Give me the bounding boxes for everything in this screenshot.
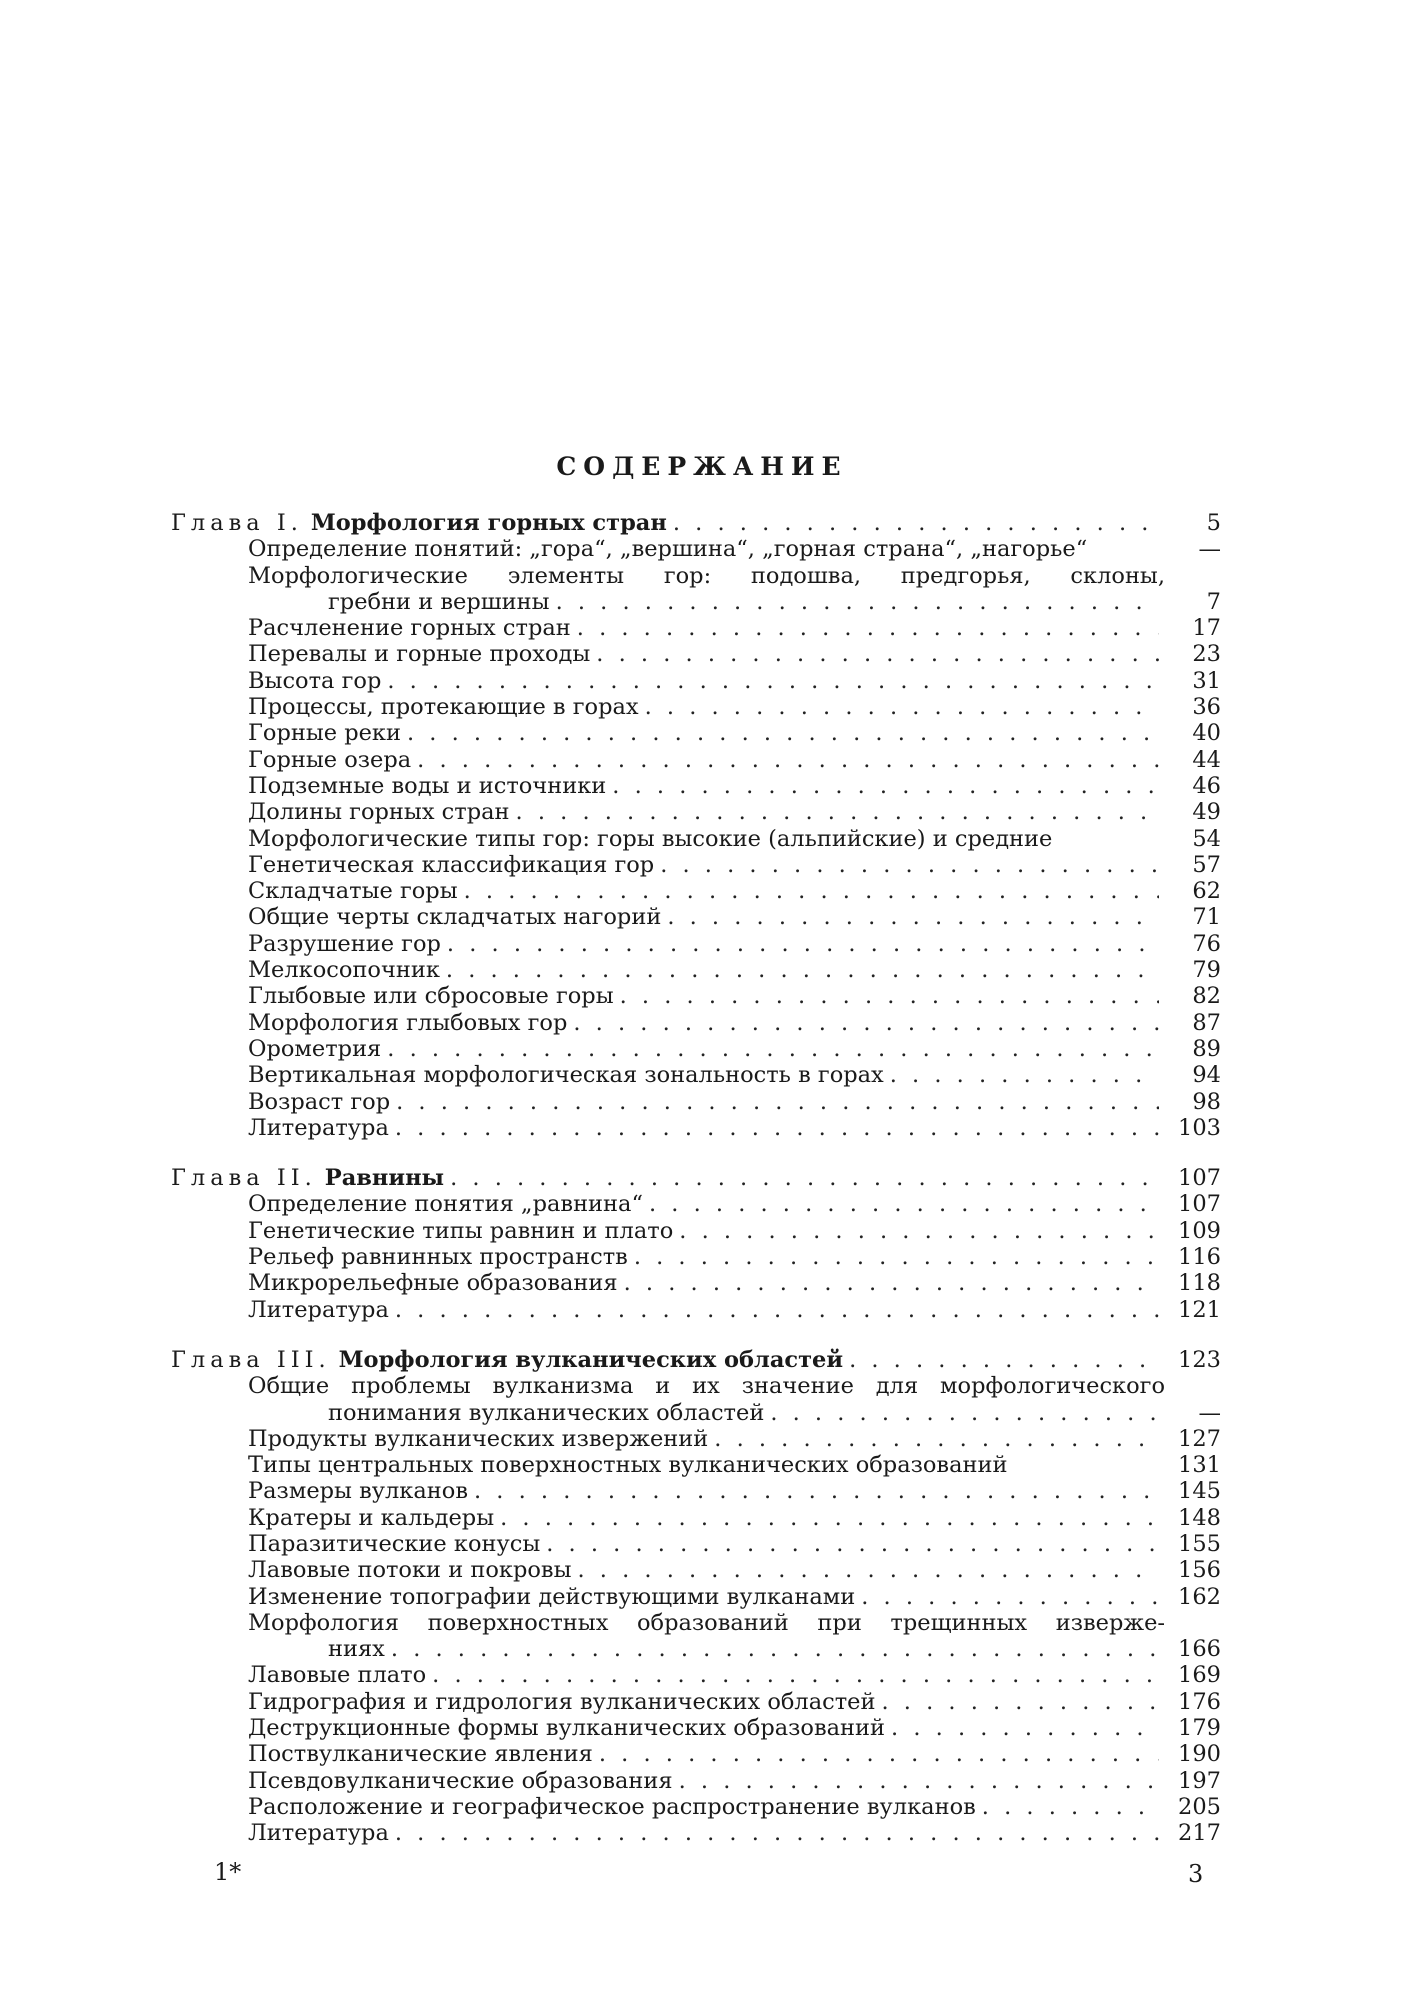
entry-title: Морфология глыбовых гор bbox=[248, 1009, 568, 1036]
toc-entry[interactable] bbox=[171, 1610, 1221, 1636]
toc-entry[interactable] bbox=[171, 1768, 1221, 1794]
toc-entry[interactable] bbox=[171, 1794, 1221, 1820]
toc-entry[interactable] bbox=[171, 747, 1221, 773]
chapter-name: Равнины bbox=[324, 1165, 445, 1192]
entry-title: Типы центральных поверхностных вулканических образований bbox=[248, 1452, 1008, 1479]
entry-title: Изменение топографии действующими вулканами bbox=[248, 1583, 856, 1610]
entry-title: Поствулканические явления bbox=[248, 1741, 593, 1768]
toc-entry[interactable] bbox=[171, 1400, 1221, 1426]
entry-title: Высота гор bbox=[248, 667, 382, 694]
entry-title: Мелкосопочник bbox=[248, 957, 440, 984]
toc-entry[interactable] bbox=[171, 983, 1221, 1009]
entry-title: Продукты вулканических извержений bbox=[248, 1425, 709, 1452]
chapter-label: Глава II. bbox=[171, 1165, 317, 1192]
toc-entry[interactable] bbox=[171, 1584, 1221, 1610]
entry-title: Горные реки bbox=[248, 720, 401, 747]
toc-entry[interactable] bbox=[171, 1373, 1221, 1399]
toc-entry[interactable] bbox=[171, 1218, 1221, 1244]
toc-entry[interactable] bbox=[171, 1741, 1221, 1767]
chapter-name: Морфология горных стран bbox=[310, 510, 667, 536]
page-number: 87 bbox=[1192, 1009, 1221, 1036]
chapter-heading[interactable] bbox=[171, 510, 1221, 536]
page-number: 131 bbox=[1178, 1452, 1221, 1479]
toc-entry[interactable] bbox=[171, 1191, 1221, 1217]
page-number-footer: 3 bbox=[1188, 1860, 1204, 1888]
page-number: 82 bbox=[1192, 983, 1221, 1010]
page-number: 217 bbox=[1178, 1820, 1221, 1847]
toc-entry[interactable] bbox=[171, 720, 1221, 746]
page-number: — bbox=[1198, 536, 1221, 563]
page-number: 89 bbox=[1192, 1035, 1221, 1062]
entry-title: Рельеф равнинных пространств bbox=[248, 1244, 628, 1271]
page-number: 17 bbox=[1192, 615, 1221, 642]
entry-title: Орометрия bbox=[248, 1035, 382, 1062]
entry-title: Размеры вулканов bbox=[248, 1478, 468, 1505]
page-number: 109 bbox=[1178, 1217, 1221, 1244]
page-number: 103 bbox=[1178, 1114, 1221, 1141]
toc-entry[interactable] bbox=[171, 852, 1221, 878]
toc-entry[interactable] bbox=[171, 799, 1221, 825]
toc-entry[interactable] bbox=[171, 1531, 1221, 1557]
page-number: 40 bbox=[1192, 720, 1221, 747]
toc-entry[interactable] bbox=[171, 694, 1221, 720]
toc-entry[interactable] bbox=[171, 1089, 1221, 1115]
page-number: 127 bbox=[1178, 1425, 1221, 1452]
toc-entry[interactable] bbox=[171, 1715, 1221, 1741]
toc-entry[interactable] bbox=[171, 1452, 1221, 1478]
spacer bbox=[171, 1141, 1221, 1165]
page-number: 155 bbox=[1178, 1530, 1221, 1557]
entry-title: Кратеры и кальдеры bbox=[248, 1504, 495, 1531]
toc-entry[interactable] bbox=[171, 1036, 1221, 1062]
toc-entry[interactable] bbox=[171, 1115, 1221, 1141]
page-number: 44 bbox=[1192, 746, 1221, 773]
page-number: 76 bbox=[1192, 930, 1221, 957]
toc-entry[interactable] bbox=[171, 1820, 1221, 1846]
entry-title: Литература bbox=[248, 1114, 389, 1141]
page-number: 145 bbox=[1178, 1478, 1221, 1505]
page-number: 54 bbox=[1192, 825, 1221, 852]
toc-entry[interactable] bbox=[171, 878, 1221, 904]
toc-entry[interactable] bbox=[171, 536, 1221, 562]
page-number: 94 bbox=[1192, 1062, 1221, 1089]
entry-title: Подземные воды и источники bbox=[248, 772, 607, 799]
entry-title: Паразитические конусы bbox=[248, 1530, 541, 1557]
page-number: 31 bbox=[1192, 667, 1221, 694]
page-number: 166 bbox=[1178, 1636, 1221, 1663]
page-number: 156 bbox=[1178, 1557, 1221, 1584]
page-number: 7 bbox=[1206, 588, 1221, 615]
page-number: 116 bbox=[1178, 1244, 1221, 1271]
toc-entry[interactable] bbox=[171, 641, 1221, 667]
entry-title: Возраст гор bbox=[248, 1088, 391, 1115]
toc-entry[interactable] bbox=[171, 1010, 1221, 1036]
chapter-name: Морфология вулканических областей bbox=[338, 1346, 844, 1373]
toc-entry[interactable] bbox=[171, 615, 1221, 641]
entry-title: Морфологические типы гор: горы высокие (альпийские) и средние bbox=[248, 825, 1053, 852]
entry-title: Морфологические элементы гор: подошва, предгорья, склоны, bbox=[248, 562, 1165, 589]
toc-entry[interactable] bbox=[171, 668, 1221, 694]
toc-entry[interactable] bbox=[171, 1270, 1221, 1296]
entry-title: Литература bbox=[248, 1296, 389, 1323]
page-number: — bbox=[1198, 1399, 1221, 1426]
signature-mark: 1* bbox=[214, 1858, 242, 1886]
toc-entry[interactable] bbox=[171, 1244, 1221, 1270]
page-number: 23 bbox=[1192, 641, 1221, 668]
page-number: 107 bbox=[1178, 1191, 1221, 1218]
entry-title: ниях bbox=[328, 1636, 385, 1663]
toc-entry[interactable] bbox=[171, 589, 1221, 615]
entry-title: Генетические типы равнин и плато bbox=[248, 1217, 674, 1244]
entry-title: Литература bbox=[248, 1820, 389, 1847]
toc-entry[interactable] bbox=[171, 1662, 1221, 1688]
page-number: 148 bbox=[1178, 1504, 1221, 1531]
entry-title: Перевалы и горные проходы bbox=[248, 641, 591, 668]
entry-title: Складчатые горы bbox=[248, 878, 458, 905]
page-number: 79 bbox=[1192, 957, 1221, 984]
toc-entry[interactable] bbox=[171, 1426, 1221, 1452]
page-number: 46 bbox=[1192, 772, 1221, 799]
page-number: 121 bbox=[1178, 1296, 1221, 1323]
chapter-label: Глава III. bbox=[171, 1346, 331, 1373]
toc-entry[interactable] bbox=[171, 826, 1221, 852]
toc-entry[interactable] bbox=[171, 773, 1221, 799]
toc-entry[interactable] bbox=[171, 931, 1221, 957]
entry-title: Расположение и географическое распространение вулканов bbox=[248, 1793, 976, 1820]
entry-title: Деструкционные формы вулканических образований bbox=[248, 1715, 886, 1742]
entry-title: Вертикальная морфологическая зональность в горах bbox=[248, 1062, 884, 1089]
page-number: 179 bbox=[1178, 1715, 1221, 1742]
page-number: 107 bbox=[1178, 1165, 1221, 1192]
entry-title: Определение понятий: „гора“, „вершина“, „горная страна“, „нагорье“ bbox=[248, 536, 1088, 563]
entry-title: Определение понятия „равнина“ bbox=[248, 1191, 643, 1218]
spacer bbox=[171, 1323, 1221, 1347]
entry-title: гребни и вершины bbox=[328, 588, 550, 615]
toc-entry[interactable] bbox=[171, 1557, 1221, 1583]
page-number: 176 bbox=[1178, 1688, 1221, 1715]
entry-title: Общие проблемы вулканизма и их значение для морфологического bbox=[248, 1373, 1165, 1400]
toc-entry[interactable] bbox=[171, 957, 1221, 983]
entry-title: Гидрография и гидрология вулканических областей bbox=[248, 1688, 876, 1715]
page-number: 36 bbox=[1192, 694, 1221, 721]
toc-entry[interactable] bbox=[171, 1297, 1221, 1323]
toc-entry[interactable] bbox=[171, 563, 1221, 589]
page-number: 169 bbox=[1178, 1662, 1221, 1689]
toc-entry[interactable] bbox=[171, 904, 1221, 930]
page-number: 62 bbox=[1192, 878, 1221, 905]
entry-title: Морфология поверхностных образований при трещинных изверже- bbox=[248, 1609, 1165, 1636]
table-of-contents bbox=[171, 510, 1221, 1847]
entry-title: Процессы, протекающие в горах bbox=[248, 694, 639, 721]
page-number: 162 bbox=[1178, 1583, 1221, 1610]
page-number: 49 bbox=[1192, 799, 1221, 826]
toc-entry[interactable] bbox=[171, 1062, 1221, 1088]
page-number: 5 bbox=[1206, 510, 1221, 536]
toc-entry[interactable] bbox=[171, 1505, 1221, 1531]
entry-title: понимания вулканических областей bbox=[328, 1399, 765, 1426]
entry-title: Глыбовые или сбросовые горы bbox=[248, 983, 614, 1010]
page-number: 205 bbox=[1178, 1793, 1221, 1820]
entry-title: Долины горных стран bbox=[248, 799, 510, 826]
page-number: 57 bbox=[1192, 851, 1221, 878]
entry-title: Лавовые плато bbox=[248, 1662, 427, 1689]
entry-title: Горные озера bbox=[248, 746, 412, 773]
page-number: 123 bbox=[1178, 1346, 1221, 1373]
entry-title: Лавовые потоки и покровы bbox=[248, 1557, 572, 1584]
chapter-label: Глава I. bbox=[171, 510, 303, 536]
page-number: 71 bbox=[1192, 904, 1221, 931]
entry-title: Расчленение горных стран bbox=[248, 615, 571, 642]
chapter-heading[interactable] bbox=[171, 1165, 1221, 1191]
page-number: 197 bbox=[1178, 1767, 1221, 1794]
page-number: 190 bbox=[1178, 1741, 1221, 1768]
chapter-heading[interactable] bbox=[171, 1347, 1221, 1373]
toc-entry[interactable] bbox=[171, 1689, 1221, 1715]
toc-entry[interactable] bbox=[171, 1636, 1221, 1662]
entry-title: Псевдовулканические образования bbox=[248, 1767, 673, 1794]
page-number: 98 bbox=[1192, 1088, 1221, 1115]
page-title: СОДЕРЖАНИЕ bbox=[556, 452, 848, 481]
entry-title: Общие черты складчатых нагорий bbox=[248, 904, 662, 931]
entry-title: Микрорельефные образования bbox=[248, 1270, 618, 1297]
entry-title: Разрушение гор bbox=[248, 930, 441, 957]
toc-entry[interactable] bbox=[171, 1478, 1221, 1504]
page-number: 118 bbox=[1178, 1270, 1221, 1297]
entry-title: Генетическая классификация гор bbox=[248, 851, 655, 878]
